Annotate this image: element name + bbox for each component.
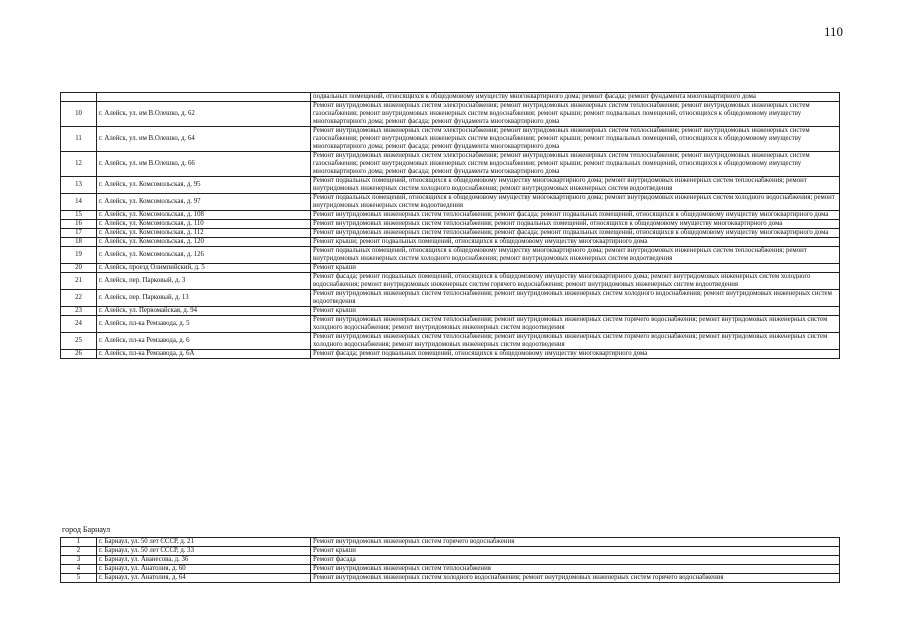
row-address: г. Алейск, ул. Комсомольская, д. 108 <box>97 211 311 220</box>
row-address: г. Алейск, ул. Комсомольская, д. 126 <box>97 247 311 264</box>
row-address: г. Алейск, ул. им В.Олешко, д. 64 <box>97 127 311 152</box>
row-number: 22 <box>61 290 97 307</box>
table-row <box>61 273 840 290</box>
row-work: Ремонт внутридомовых инженерных систем электроснабжения; ремонт внутридомовых инженерных систем теплоснабжения; ремонт внутридомовых инженерных систем газоснабжения; ремонт внутридомовых инженерных систем водоснабжения; ремонт крыши; ремонт подвальных помещений, относящихся к общедомовому имуществу многоквартирного дома; ремонт фасада; ремонт фундамента многоквартирного дома <box>311 127 840 152</box>
page-number: 110 <box>824 24 844 39</box>
row-work: Ремонт крыши <box>311 264 840 273</box>
row-address: г. Барнаул, ул. 50 лет СССР, д. 33 <box>97 547 311 556</box>
row-work: Ремонт внутридомовых инженерных систем теплоснабжения <box>311 565 840 574</box>
row-work: Ремонт внутридомовых инженерных систем электроснабжения; ремонт внутридомовых инженерных систем теплоснабжения; ремонт внутридомовых инженерных систем газоснабжения; ремонт внутридомовых инженерных систем водоснабжения; ремонт крыши; ремонт подвальных помещений, относящихся к общедомовому имуществу многоквартирного дома; ремонт фасада; ремонт фундамента многоквартирного дома <box>311 152 840 177</box>
repair-table <box>60 92 840 359</box>
row-number: 4 <box>61 565 97 574</box>
row-address: г. Алейск, ул. Комсомольская, д. 112 <box>97 229 311 238</box>
row-number: 15 <box>61 211 97 220</box>
table-row <box>61 229 840 238</box>
table-row <box>61 177 840 194</box>
row-address: г. Алейск, ул. им В.Олешко, д. 62 <box>97 102 311 127</box>
row-number: 12 <box>61 152 97 177</box>
table-row <box>61 574 840 583</box>
barnaul-table-body <box>61 538 840 583</box>
row-work: Ремонт внутридомовых инженерных систем электроснабжения; ремонт внутридомовых инженерных систем теплоснабжения; ремонт внутридомовых инженерных систем газоснабжения; ремонт внутридомовых инженерных систем водоснабжения; ремонт крыши; ремонт подвальных помещений, относящихся к общедомовому имуществу многоквартирного дома; ремонт фасада; ремонт фундамента многоквартирного дома <box>311 102 840 127</box>
table-row <box>61 238 840 247</box>
table-row <box>61 547 840 556</box>
table-row <box>61 350 840 359</box>
row-number: 14 <box>61 194 97 211</box>
row-number: 2 <box>61 547 97 556</box>
row-address: г. Алейск, ул. им В.Олешко, д. 66 <box>97 152 311 177</box>
row-number: 23 <box>61 307 97 316</box>
row-work: Ремонт внутридомовых инженерных систем холодного водоснабжения; ремонт внутридомовых инженерных систем горячего водоснабжения <box>311 574 840 583</box>
row-number: 16 <box>61 220 97 229</box>
row-number: 18 <box>61 238 97 247</box>
table-row <box>61 538 840 547</box>
row-number: 24 <box>61 316 97 333</box>
row-address: г. Алейск, ул. Первомайская, д. 94 <box>97 307 311 316</box>
table-row <box>61 556 840 565</box>
row-address: г. Алейск, пл-ка Ремзавода, д. 6 <box>97 333 311 350</box>
row-work: подвальных помещений, относящихся к общедомовому имуществу многоквартирного дома; ремонт фасада; ремонт фундамента многоквартирного дома <box>311 93 840 102</box>
table-row <box>61 316 840 333</box>
table-row <box>61 220 840 229</box>
row-address: г. Алейск, пл-ка Ремзавода, д. 6А <box>97 350 311 359</box>
row-address: г. Алейск, пер. Парковый, д. 13 <box>97 290 311 307</box>
row-work: Ремонт внутридомовых инженерных систем горячего водоснабжения <box>311 538 840 547</box>
row-number: 26 <box>61 350 97 359</box>
row-number: 11 <box>61 127 97 152</box>
row-address: г. Алейск, ул. Комсомольская, д. 120 <box>97 238 311 247</box>
table-row <box>61 93 840 102</box>
row-address: г. Алейск, пер. Парковый, д. 3 <box>97 273 311 290</box>
row-address: г. Алейск, ул. Комсомольская, д. 95 <box>97 177 311 194</box>
row-work: Ремонт подвальных помещений, относящихся к общедомовому имуществу многоквартирного дома; ремонт внутридомовых инженерных систем теплоснабжения; ремонт внутридомовых инженерных систем холодного водоснабжения; ремонт внутридомовых инженерных систем водоотведения <box>311 177 840 194</box>
row-number: 1 <box>61 538 97 547</box>
row-number: 19 <box>61 247 97 264</box>
row-work: Ремонт фасада; ремонт подвальных помещений, относящихся к общедомовому имуществу многоквартирного дома <box>311 350 840 359</box>
table-row <box>61 247 840 264</box>
row-address: г. Алейск, ул. Комсомольская, д. 97 <box>97 194 311 211</box>
row-number: 17 <box>61 229 97 238</box>
row-work: Ремонт внутридомовых инженерных систем теплоснабжения; ремонт внутридомовых инженерных систем холодного водоснабжения; ремонт внутридомовых инженерных систем водоотведения <box>311 290 840 307</box>
row-work: Ремонт внутридомовых инженерных систем теплоснабжения; ремонт внутридомовых инженерных систем горячего водоснабжения; ремонт внутридомовых инженерных систем холодного водоснабжения; ремонт внутридомовых инженерных систем водоотведения <box>311 333 840 350</box>
row-number <box>61 93 97 102</box>
table-row <box>61 152 840 177</box>
row-address: г. Барнаул, ул. Анатолия, д. 60 <box>97 565 311 574</box>
row-work: Ремонт крыши; ремонт подвальных помещений, относящихся к общедомовому имуществу многоквартирного дома <box>311 238 840 247</box>
row-work: Ремонт фасада <box>311 556 840 565</box>
table-row <box>61 333 840 350</box>
row-number: 5 <box>61 574 97 583</box>
table-row <box>61 211 840 220</box>
row-number: 25 <box>61 333 97 350</box>
row-address: г. Барнаул, ул. Аванесова, д. 36 <box>97 556 311 565</box>
row-number: 13 <box>61 177 97 194</box>
row-work: Ремонт крыши <box>311 547 840 556</box>
row-address <box>97 93 311 102</box>
row-work: Ремонт фасада; ремонт подвальных помещений, относящихся к общедомовому имуществу многоквартирного дома; ремонт внутридомовых инженерных систем холодного водоснабжения; ремонт внутридомовых инженерных систем горячего водоснабжения; ремонт внутридомовых инженерных систем водоотведения <box>311 273 840 290</box>
row-work: Ремонт подвальных помещений, относящихся к общедомовому имуществу многоквартирного дома; ремонт внутридомовых инженерных систем холодного водоснабжения; ремонт внутридомовых инженерных систем водоотведения <box>311 194 840 211</box>
barnaul-table <box>60 537 840 583</box>
table-row <box>61 565 840 574</box>
row-address: г. Алейск, ул. Комсомольская, д. 110 <box>97 220 311 229</box>
section-title: город Барнаул <box>62 525 111 534</box>
row-address: г. Алейск, проезд Олимпийский, д. 5 <box>97 264 311 273</box>
row-number: 21 <box>61 273 97 290</box>
table-row <box>61 307 840 316</box>
row-address: г. Барнаул, ул. Анатолия, д. 64 <box>97 574 311 583</box>
table-row <box>61 102 840 127</box>
table-row <box>61 194 840 211</box>
row-work: Ремонт внутридомовых инженерных систем теплоснабжения; ремонт фасада; ремонт подвальных помещений, относящихся к общедомовому имуществу многоквартирного дома <box>311 211 840 220</box>
table-row <box>61 127 840 152</box>
row-address: г. Барнаул, ул. 50 лет СССР, д. 21 <box>97 538 311 547</box>
row-work: Ремонт подвальных помещений, относящихся к общедомовому имуществу многоквартирного дома; ремонт внутридомовых инженерных систем теплоснабжения; ремонт внутридомовых инженерных систем холодного водоснабжения; ремонт внутридомовых инженерных систем водоотведения <box>311 247 840 264</box>
repair-table-body <box>61 93 840 359</box>
row-work: Ремонт внутридомовых инженерных систем теплоснабжения; ремонт фасада; ремонт подвальных помещений, относящихся к общедомовому имуществу многоквартирного дома <box>311 229 840 238</box>
row-number: 10 <box>61 102 97 127</box>
row-number: 20 <box>61 264 97 273</box>
table-row <box>61 264 840 273</box>
table-row <box>61 290 840 307</box>
row-work: Ремонт внутридомовых инженерных систем теплоснабжения; ремонт внутридомовых инженерных систем горячего водоснабжения; ремонт внутридомовых инженерных систем холодного водоснабжения; ремонт внутридомовых инженерных систем водоотведения <box>311 316 840 333</box>
row-work: Ремонт внутридомовых инженерных систем теплоснабжения; ремонт подвальных помещений, относящихся к общедомовому имуществу многоквартирного дома <box>311 220 840 229</box>
row-number: 3 <box>61 556 97 565</box>
row-address: г. Алейск, пл-ка Ремзавода, д. 5 <box>97 316 311 333</box>
row-work: Ремонт крыши <box>311 307 840 316</box>
